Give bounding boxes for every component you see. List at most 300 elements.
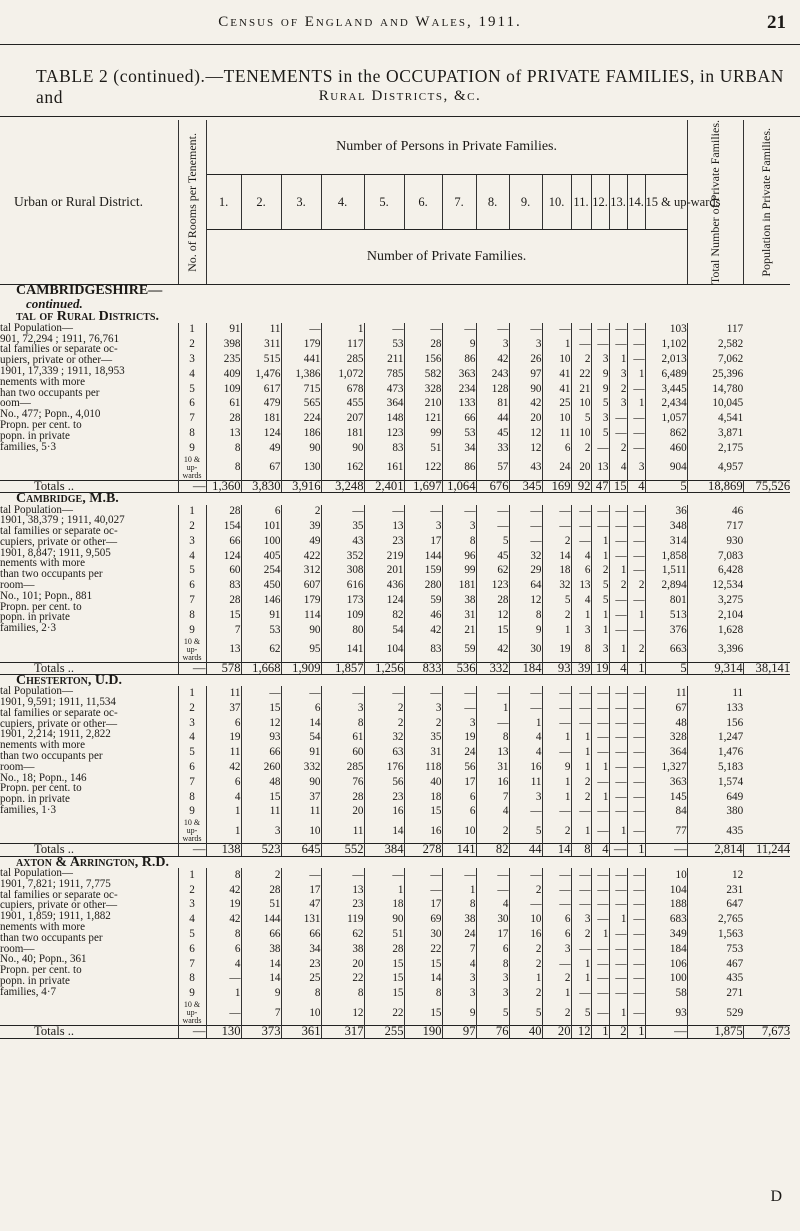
totals-cell: 93 (542, 662, 571, 674)
table-cell: 1 (627, 608, 645, 623)
persons-count-heading: 4. (321, 174, 364, 229)
running-title: Census of England and Wales, 1911. (218, 14, 522, 30)
table-cell: — (364, 868, 404, 883)
totals-cell: 5 (645, 662, 687, 674)
table-cell: 42 (476, 638, 509, 663)
table-cell: 63 (364, 745, 404, 760)
description-line: nements with more (0, 557, 86, 570)
table-cell: 3 (591, 352, 609, 367)
table-cell: 19 (206, 731, 241, 746)
description-line: Propn. per cent. to (0, 600, 82, 613)
population-heading: Population in Private Families. (743, 120, 790, 285)
table-cell: 9 (509, 623, 542, 638)
totals-cell: 82 (476, 844, 509, 856)
table-cell: 1 (206, 819, 241, 844)
table-cell: 219 (364, 549, 404, 564)
table-cell: 26 (509, 352, 542, 367)
table-cell: 34 (281, 942, 321, 957)
rooms-cell: 9 (178, 441, 206, 456)
table-cell: 186 (281, 426, 321, 441)
description-line: popn. in private (0, 793, 70, 806)
table-cell: 12 (476, 608, 509, 623)
persons-count-heading: 14. (627, 174, 645, 229)
table-cell: 161 (364, 456, 404, 481)
table-cell: 308 (321, 564, 364, 579)
table-cell: 4 (476, 898, 509, 913)
rooms-cell: 4 (178, 731, 206, 746)
table-cell: 1 (542, 338, 571, 353)
table-cell: 224 (281, 412, 321, 427)
table-cell: 3 (509, 338, 542, 353)
rooms-cell: 6 (178, 942, 206, 957)
description-line: cupiers, private or other— (0, 899, 118, 912)
description-line: nements with more (0, 739, 86, 752)
population-cell: 12 (731, 868, 744, 881)
table-cell: 1 (609, 638, 627, 663)
table-cell: — (627, 898, 645, 913)
table-cell: — (627, 593, 645, 608)
description-line: tal Population— (0, 867, 74, 880)
table-cell: 15 (404, 805, 442, 820)
description-line: room— (0, 579, 35, 592)
table-cell: 5 (571, 1001, 591, 1026)
total-families-cell: 100 (645, 972, 687, 987)
table-cell: 101 (241, 519, 281, 534)
table-cell: 42 (206, 912, 241, 927)
rooms-cell: 7 (178, 593, 206, 608)
table-cell: 515 (241, 352, 281, 367)
totals-cell: 75,526 (743, 480, 790, 492)
description-line: 1901, 8,847; 1911, 9,505 (0, 546, 111, 559)
table-cell: — (509, 805, 542, 820)
description-line: popn. in private (0, 611, 70, 624)
table-cell: 114 (281, 608, 321, 623)
table-cell: 207 (321, 412, 364, 427)
table-cell: — (542, 805, 571, 820)
total-families-cell: 67 (645, 701, 687, 716)
persons-count-heading: 11. (571, 174, 591, 229)
table-cell: 90 (364, 912, 404, 927)
table-cell: — (591, 519, 609, 534)
table-cell: 131 (281, 912, 321, 927)
table-cell: — (571, 986, 591, 1001)
table-cell: 15 (241, 701, 281, 716)
table-cell: 28 (241, 883, 281, 898)
table-cell: 53 (241, 623, 281, 638)
table-cell: — (571, 519, 591, 534)
table-cell: 3 (571, 912, 591, 927)
table-cell: — (591, 686, 609, 701)
table-cell: 2 (627, 638, 645, 663)
table-cell: 3 (404, 519, 442, 534)
description-line: room— (0, 760, 35, 773)
table-cell: — (627, 716, 645, 731)
table-cell: 8 (321, 986, 364, 1001)
table-cell: 2 (476, 819, 509, 844)
table-cell: — (609, 686, 627, 701)
district-name: Cambridge, M.B. (16, 491, 119, 507)
table-cell: — (281, 686, 321, 701)
rooms-cell: 6 (178, 397, 206, 412)
table-cell: 51 (404, 441, 442, 456)
table-cell: — (571, 883, 591, 898)
table-cell: 2 (542, 534, 571, 549)
table-cell: 2 (509, 957, 542, 972)
table-cell: 83 (206, 578, 241, 593)
table-cell: 2 (509, 986, 542, 1001)
table-cell: 455 (321, 397, 364, 412)
table-cell: 32 (364, 731, 404, 746)
table-cell: 1 (627, 397, 645, 412)
total-families-cell: 1,858 (645, 549, 687, 564)
running-header (0, 14, 800, 38)
table-cell: 8 (281, 986, 321, 1001)
rooms-cell: 10 & up-wards (178, 1001, 206, 1026)
table-cell: — (509, 505, 542, 520)
totals-cell: 833 (404, 662, 442, 674)
rooms-cell: 3 (178, 716, 206, 731)
rooms-cell: 6 (178, 578, 206, 593)
persons-count-heading: 3. (281, 174, 321, 229)
totals-row (0, 1026, 790, 1038)
table-cell: 5 (591, 426, 609, 441)
population-cell: 467 (726, 957, 744, 970)
table-cell: — (627, 352, 645, 367)
table-cell: 22 (571, 367, 591, 382)
total-families-cell: 376 (645, 623, 687, 638)
table-cell: 1 (509, 716, 542, 731)
table-cell: — (542, 957, 571, 972)
description-line: tal families or separate oc- (0, 706, 118, 719)
description-line: 1901, 38,379 ; 1911, 40,027 (0, 514, 125, 527)
table-cell: 41 (542, 382, 571, 397)
rooms-cell: 9 (178, 986, 206, 1001)
table-cell: — (542, 745, 571, 760)
table-cell: — (364, 686, 404, 701)
total-families-cell: 349 (645, 927, 687, 942)
table-cell: 76 (321, 775, 364, 790)
table-cell: 1 (571, 957, 591, 972)
table-cell: 565 (281, 397, 321, 412)
table-cell: 15 (404, 1001, 442, 1026)
totals-cell: 190 (404, 1026, 442, 1038)
table-cell: 21 (571, 382, 591, 397)
population-cell: 231 (726, 883, 744, 896)
table-cell: 53 (364, 338, 404, 353)
table-cell: — (591, 338, 609, 353)
table-cell: — (627, 519, 645, 534)
table-cell: 1 (571, 972, 591, 987)
table-cell: 38 (442, 593, 476, 608)
table-cell: — (627, 805, 645, 820)
table-cell: — (509, 323, 542, 338)
table-cell: 311 (241, 338, 281, 353)
table-cell: 3 (476, 338, 509, 353)
description-line: tal families or separate oc- (0, 888, 118, 901)
table-cell: 28 (476, 593, 509, 608)
table-cell: 6 (206, 716, 241, 731)
rooms-cell: 10 & up-wards (178, 638, 206, 663)
table-cell: 8 (206, 868, 241, 883)
table-cell: 9 (442, 338, 476, 353)
table-cell: 28 (206, 593, 241, 608)
table-cell: — (609, 927, 627, 942)
totals-cell: 1,668 (241, 662, 281, 674)
table-cell: 1 (591, 927, 609, 942)
table-cell: — (591, 441, 609, 456)
table-cell: 80 (321, 623, 364, 638)
table-cell: 3 (404, 701, 442, 716)
table-cell: 62 (241, 638, 281, 663)
district-subheading: tal of Rural Districts. (16, 309, 159, 325)
table-cell: 8 (206, 441, 241, 456)
table-cell: — (609, 760, 627, 775)
table-cell: 90 (321, 441, 364, 456)
table-cell: 8 (321, 716, 364, 731)
table-cell: — (591, 745, 609, 760)
table-cell: 2 (542, 819, 571, 844)
table-cell: 45 (476, 549, 509, 564)
table-cell: 6 (542, 912, 571, 927)
table-cell: 60 (206, 564, 241, 579)
persons-count-heading: 2. (241, 174, 281, 229)
table-cell: 7 (476, 790, 509, 805)
table-cell: — (476, 716, 509, 731)
table-cell: 10 (281, 819, 321, 844)
totals-cell: 523 (241, 844, 281, 856)
district-heading-row (0, 493, 790, 505)
table-cell: 28 (321, 790, 364, 805)
rooms-cell: 1 (178, 868, 206, 883)
table-cell: 582 (404, 367, 442, 382)
total-families-cell: 84 (645, 805, 687, 820)
table-cell: — (609, 731, 627, 746)
population-cell: 2,765 (717, 913, 744, 926)
persons-count-heading: 15 & up-wards (645, 174, 687, 229)
totals-label: Totals .. (0, 662, 178, 674)
totals-cell: 19 (591, 662, 609, 674)
table-cell: 332 (281, 760, 321, 775)
persons-count-heading: 9. (509, 174, 542, 229)
totals-cell: — (178, 480, 206, 492)
table-cell: 10 (442, 819, 476, 844)
table-cell: 1,476 (241, 367, 281, 382)
table-cell: 15 (241, 790, 281, 805)
table-cell: 1 (591, 760, 609, 775)
table-cell: 14 (241, 972, 281, 987)
total-families-cell: 6,489 (645, 367, 687, 382)
table-cell: 109 (321, 608, 364, 623)
table-cell: 62 (476, 564, 509, 579)
table-cell: — (591, 775, 609, 790)
table-cell: — (404, 686, 442, 701)
table-cell: 118 (404, 760, 442, 775)
description-line: than two occupants per (0, 568, 103, 581)
table-cell: 8 (476, 731, 509, 746)
table-cell: 17 (404, 898, 442, 913)
description-line: No., 101; Popn., 881 (0, 589, 93, 602)
totals-cell: 169 (542, 480, 571, 492)
table-cell: 81 (476, 397, 509, 412)
table-cell: 352 (321, 549, 364, 564)
district-name: CAMBRIDGESHIRE— (16, 283, 163, 299)
table-cell: 9 (241, 986, 281, 1001)
families-heading: Number of Private Families. (206, 229, 687, 284)
table-cell: 3 (609, 397, 627, 412)
population-cell: 2,175 (717, 441, 744, 454)
table-cell: — (542, 701, 571, 716)
table-cell: — (609, 805, 627, 820)
table-cell: 10 (542, 412, 571, 427)
table-cell: — (476, 505, 509, 520)
table-cell: 5 (476, 1001, 509, 1026)
table-cell: 2 (627, 578, 645, 593)
rooms-cell: 6 (178, 760, 206, 775)
table-cell: 61 (321, 731, 364, 746)
table-cell: 8 (442, 898, 476, 913)
total-families-cell: 1,327 (645, 760, 687, 775)
table-cell: — (609, 519, 627, 534)
table-cell: 22 (321, 972, 364, 987)
total-families-cell: 460 (645, 441, 687, 456)
totals-cell: 4 (609, 662, 627, 674)
signature-letter: D (770, 1188, 782, 1205)
table-cell: 41 (542, 367, 571, 382)
table-cell: 16 (404, 819, 442, 844)
table-cell: 1 (542, 775, 571, 790)
description-line: tal families or separate oc- (0, 343, 118, 356)
table-cell: 35 (321, 519, 364, 534)
table-cell: 328 (404, 382, 442, 397)
district-description (0, 323, 178, 481)
population-cell: 649 (726, 790, 744, 803)
totals-cell: 1 (627, 844, 645, 856)
rooms-cell: 7 (178, 412, 206, 427)
table-cell: 363 (442, 367, 476, 382)
table-cell: 128 (476, 382, 509, 397)
table-cell: 285 (321, 352, 364, 367)
header-rule (0, 44, 800, 45)
table-cell: — (321, 868, 364, 883)
table-cell: 1 (627, 367, 645, 382)
totals-cell: — (178, 844, 206, 856)
table-cell: 11 (206, 745, 241, 760)
table-cell: 144 (404, 549, 442, 564)
table-cell: 24 (542, 456, 571, 481)
rooms-cell: 3 (178, 898, 206, 913)
table-cell: 201 (364, 564, 404, 579)
totals-cell: 76 (476, 1026, 509, 1038)
table-cell: 148 (364, 412, 404, 427)
table-cell: 119 (321, 912, 364, 927)
table-cell: 6 (476, 942, 509, 957)
totals-cell: 1,256 (364, 662, 404, 674)
table-cell: 6 (542, 927, 571, 942)
table-cell: 20 (321, 957, 364, 972)
table-cell: 53 (442, 426, 476, 441)
total-families-cell: 2,013 (645, 352, 687, 367)
table-cell: 234 (442, 382, 476, 397)
population-cell: 46 (731, 505, 744, 518)
table-cell: 6 (542, 441, 571, 456)
table-cell: 16 (509, 927, 542, 942)
table-cell: — (281, 323, 321, 338)
table-cell: 617 (241, 382, 281, 397)
table-cell: 117 (321, 338, 364, 353)
total-families-cell: 348 (645, 519, 687, 534)
table-cell: — (627, 731, 645, 746)
table-cell: 159 (404, 564, 442, 579)
table-cell: 122 (404, 456, 442, 481)
table-cell: — (609, 701, 627, 716)
table-cell: 40 (404, 775, 442, 790)
table-cell: 109 (206, 382, 241, 397)
table-cell: 1 (476, 701, 509, 716)
table-cell: 42 (509, 397, 542, 412)
table-cell: 2 (281, 505, 321, 520)
table-cell: 83 (364, 441, 404, 456)
table-cell: 1 (442, 883, 476, 898)
totals-cell: 552 (321, 844, 364, 856)
table-cell: 1 (591, 623, 609, 638)
description-line: families, 2·3 (0, 622, 57, 635)
rooms-cell: 5 (178, 382, 206, 397)
table-cell: 8 (571, 638, 591, 663)
totals-cell: 40 (509, 1026, 542, 1038)
rooms-cell: 4 (178, 367, 206, 382)
total-families-cell: 36 (645, 505, 687, 520)
table-cell: 14 (241, 957, 281, 972)
table-cell: 1,386 (281, 367, 321, 382)
table-cell: 5 (509, 819, 542, 844)
description-line: tal Population— (0, 321, 74, 334)
population-cell: 117 (726, 323, 744, 336)
table-cell: 2 (609, 441, 627, 456)
table-cell: 57 (476, 456, 509, 481)
rooms-cell: 8 (178, 790, 206, 805)
table-cell: 280 (404, 578, 442, 593)
table-cell: 96 (442, 549, 476, 564)
totals-cell: 1,360 (206, 480, 241, 492)
totals-cell: — (178, 662, 206, 674)
total-families-cell: 2,894 (645, 578, 687, 593)
table-cell: — (627, 760, 645, 775)
table-cell: 47 (281, 898, 321, 913)
totals-cell: 18,869 (687, 480, 743, 492)
table-cell: 29 (509, 564, 542, 579)
table-cell: — (364, 323, 404, 338)
description-line: Propn. per cent. to (0, 418, 82, 431)
table-cell: 13 (206, 638, 241, 663)
table-cell: 28 (404, 338, 442, 353)
table-cell: 46 (404, 608, 442, 623)
table-cell: — (476, 868, 509, 883)
table-cell: 37 (206, 701, 241, 716)
table-cell: 2 (509, 942, 542, 957)
persons-count-heading: 12. (591, 174, 609, 229)
table-cell: — (591, 1001, 609, 1026)
table-cell: 6 (442, 790, 476, 805)
description-line: 1901, 1,859; 1911, 1,882 (0, 910, 111, 923)
population-cell: 6,428 (717, 564, 744, 577)
table-cell: 450 (241, 578, 281, 593)
table-cell: 4 (476, 805, 509, 820)
total-families-cell: 314 (645, 534, 687, 549)
rooms-cell: 5 (178, 745, 206, 760)
table-cell: 4 (206, 957, 241, 972)
table-cell: 616 (321, 578, 364, 593)
table-cell: — (542, 323, 571, 338)
